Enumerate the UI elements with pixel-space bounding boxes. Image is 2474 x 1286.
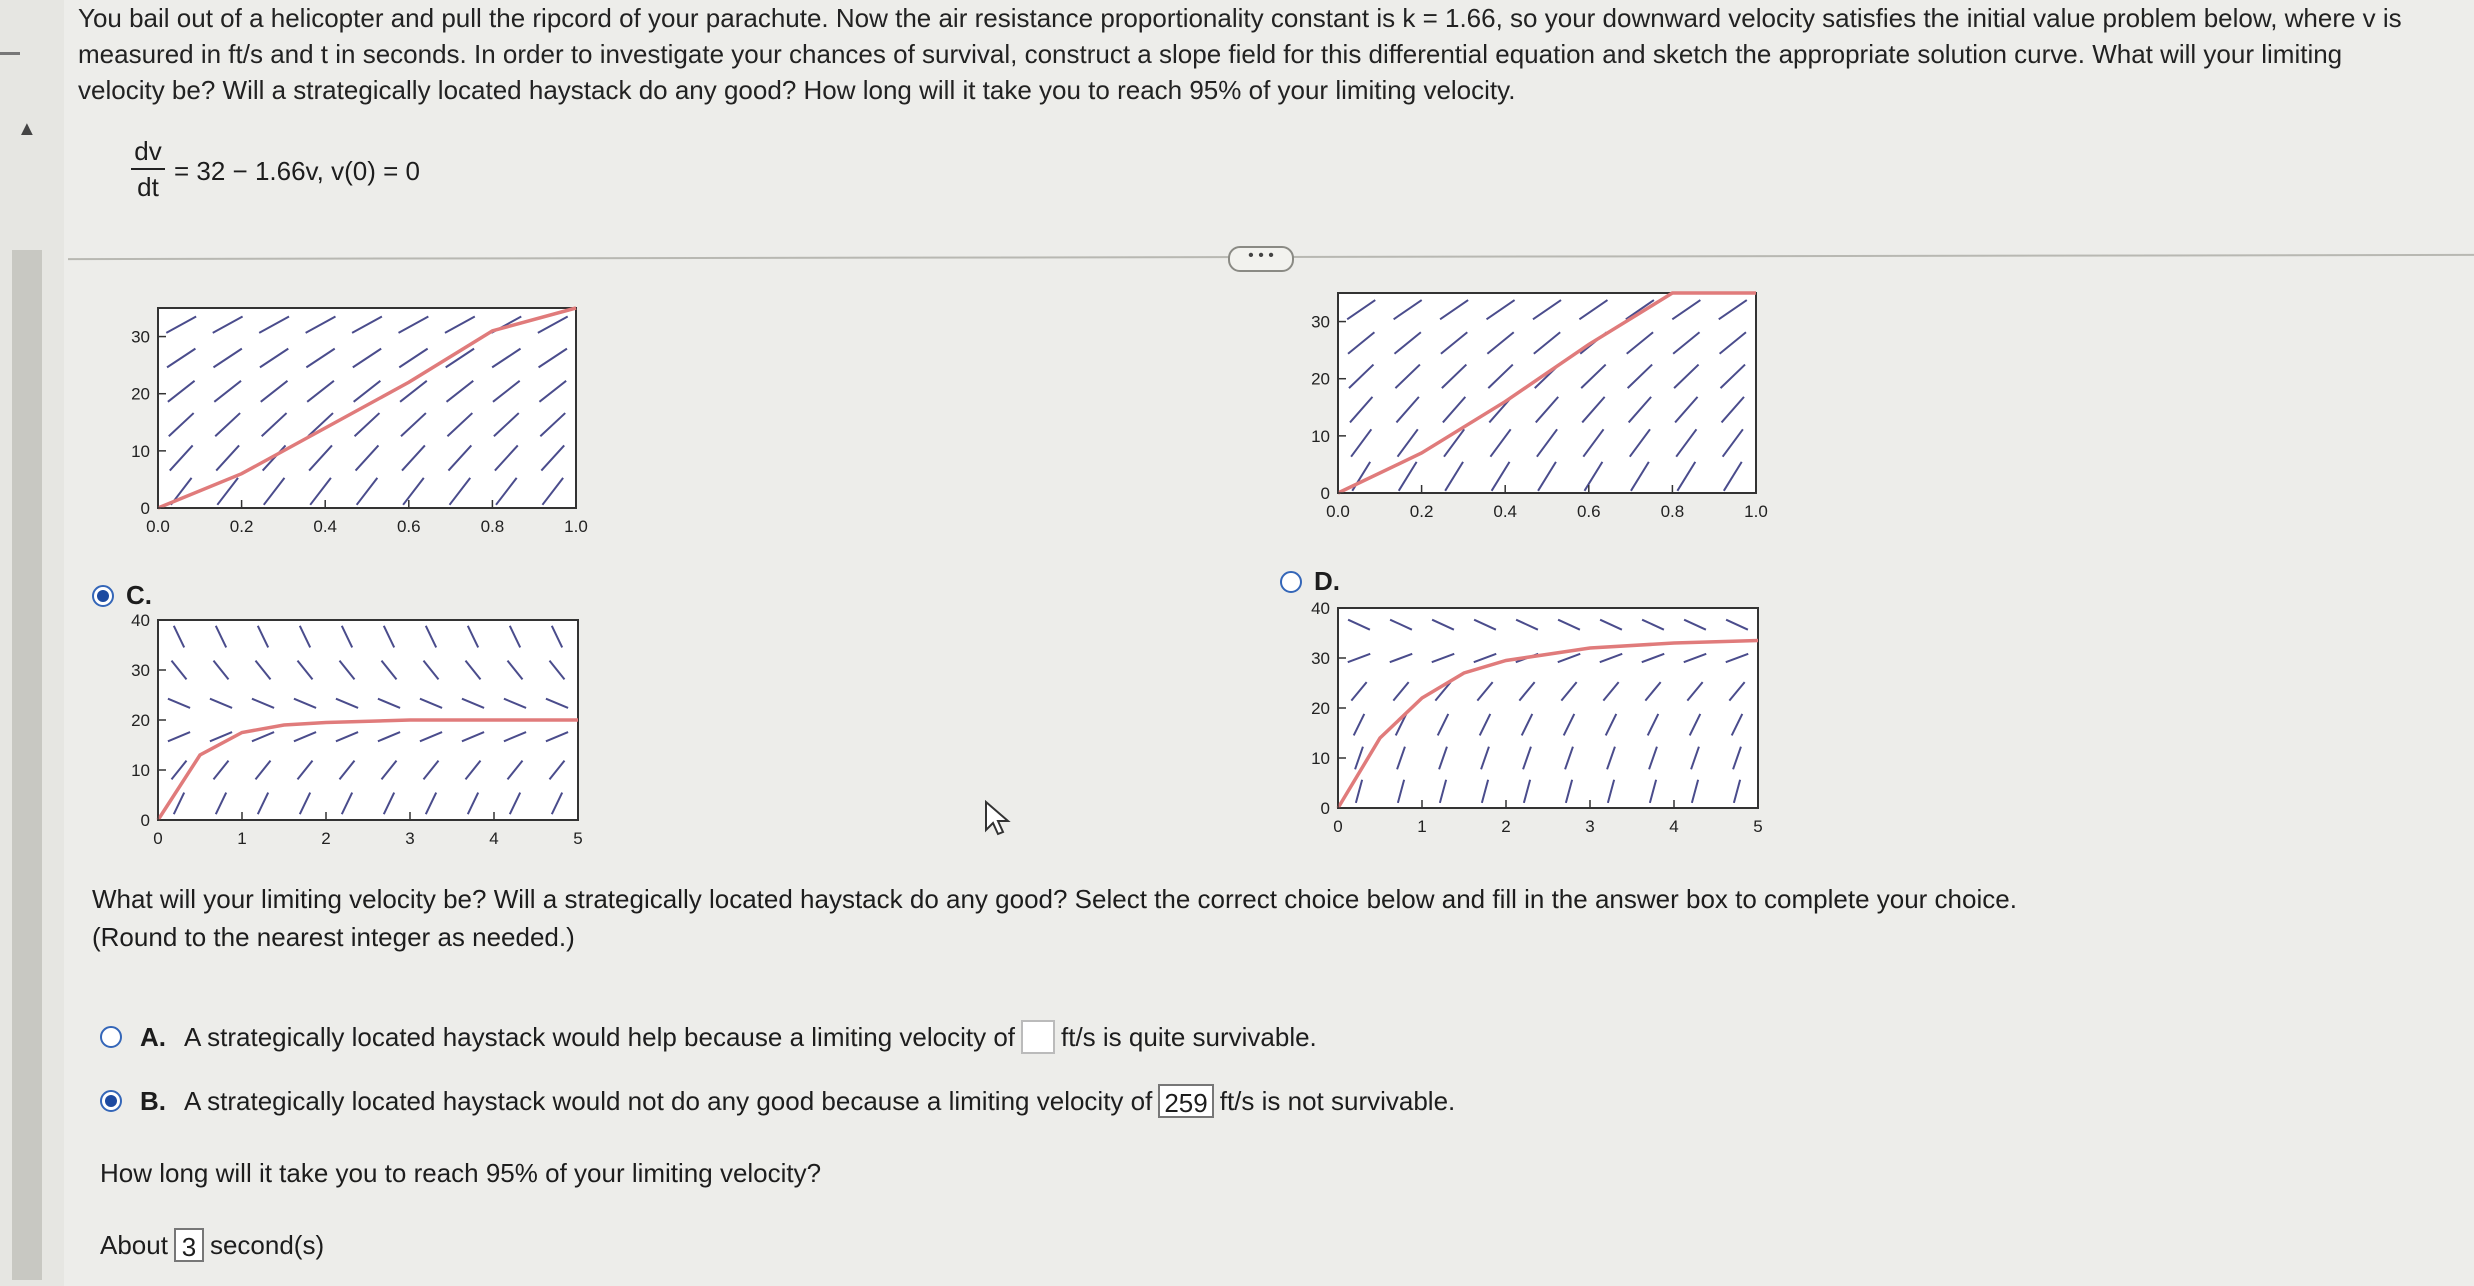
y-tick-label: 0 <box>1320 799 1330 818</box>
x-tick-label: 2 <box>1501 817 1511 836</box>
y-tick-label: 30 <box>131 661 150 680</box>
choice-c[interactable] <box>92 580 152 611</box>
slope-field-plot-b[interactable] <box>1290 285 1790 535</box>
y-tick-label: 30 <box>1311 649 1330 668</box>
x-tick-label: 0.6 <box>396 517 421 536</box>
x-tick-label: 3 <box>405 829 415 848</box>
question-hint: (Round to the nearest integer as needed.) <box>92 922 575 952</box>
answer-b-radio[interactable] <box>100 1090 122 1112</box>
plot-d-svg <box>1290 600 1790 850</box>
y-tick-label: 10 <box>1311 426 1330 446</box>
y-tick-label: 20 <box>1311 369 1330 389</box>
answer-b-input[interactable]: 259 <box>1158 1084 1213 1118</box>
x-tick-label: 5 <box>1753 817 1763 836</box>
x-tick-label: 0.2 <box>229 517 254 536</box>
about-suffix: second(s) <box>209 1229 325 1260</box>
x-tick-label: 1.0 <box>564 517 588 536</box>
x-tick-label: 0.0 <box>146 517 170 536</box>
problem-statement <box>78 0 2458 108</box>
y-tick-label: 40 <box>1311 599 1330 618</box>
answer-a-text-before: A strategically located haystack would help because a limiting velocity of <box>184 1021 1015 1052</box>
answer-a-radio[interactable] <box>100 1026 122 1048</box>
question-text: What will your limiting velocity be? Will a strategically located haystack do any good? Select the correct choice below and fill in the answer box to complete your choice. <box>92 884 2017 914</box>
left-rail <box>0 0 64 1286</box>
answer-a-letter: A. <box>140 1021 166 1052</box>
about-prefix: About <box>100 1229 168 1260</box>
x-tick-label: 0.4 <box>313 517 338 536</box>
y-tick-label: 40 <box>131 611 150 630</box>
x-tick-label: 0.8 <box>480 517 505 536</box>
x-tick-label: 5 <box>573 829 583 848</box>
followup-question: How long will it take you to reach 95% of your limiting velocity? <box>100 1158 822 1188</box>
y-tick-label: 30 <box>131 327 150 347</box>
y-tick-label: 20 <box>131 711 150 730</box>
plot-frame <box>158 308 576 508</box>
x-tick-label: 4 <box>1669 817 1679 836</box>
y-tick-label: 20 <box>131 384 150 404</box>
problem-line: measured in ft/s and t in seconds. In order to investigate your chances of survival, construct a slope field for this differential equation and sketch the appropriate solution curve. What will your limiting <box>78 39 2343 69</box>
answer-b-letter: B. <box>140 1085 166 1116</box>
slope-field-plot-a[interactable] <box>110 300 610 550</box>
choice-d-radio[interactable] <box>1280 571 1302 593</box>
y-tick-label: 10 <box>1311 749 1330 768</box>
answer-b-text-after: ft/s is not survivable. <box>1219 1085 1456 1116</box>
problem-line: velocity be? Will a strategically located haystack do any good? How long will it take you to reach 95% of your limiting velocity. <box>78 75 1516 105</box>
derivative-fraction <box>128 134 168 204</box>
x-tick-label: 0 <box>153 829 163 848</box>
x-tick-label: 0 <box>1333 817 1343 836</box>
answer-option-b[interactable] <box>100 1084 1455 1118</box>
x-tick-label: 1 <box>1417 817 1427 836</box>
time-answer-input[interactable]: 3 <box>174 1228 204 1262</box>
answer-option-a[interactable] <box>100 1020 1317 1054</box>
problem-line: You bail out of a helicopter and pull the ripcord of your parachute. Now the air resistance proportionality constant is k = 1.66, so your downward velocity satisfies the initial value problem below, where v is <box>78 3 2402 33</box>
y-tick-label: 0 <box>1320 484 1330 503</box>
y-tick-label: 30 <box>1311 312 1330 332</box>
slope-field-plot-c[interactable] <box>110 612 610 862</box>
equation-rhs: = 32 − 1.66v, v(0) = 0 <box>174 156 420 186</box>
answer-a-input[interactable] <box>1021 1020 1055 1054</box>
x-tick-label: 1.0 <box>1744 502 1768 521</box>
y-tick-label: 20 <box>1311 699 1330 718</box>
y-tick-label: 10 <box>131 761 150 780</box>
x-tick-label: 2 <box>321 829 331 848</box>
choice-c-label: C. <box>126 580 152 610</box>
collapse-dash-icon[interactable] <box>0 52 20 55</box>
time-answer-row <box>100 1228 324 1262</box>
x-tick-label: 1 <box>237 829 247 848</box>
x-tick-label: 3 <box>1585 817 1595 836</box>
x-tick-label: 0.6 <box>1576 502 1601 521</box>
more-button[interactable]: • • • <box>1228 246 1294 272</box>
y-tick-label: 0 <box>140 499 150 518</box>
y-tick-label: 10 <box>131 441 150 461</box>
y-tick-label: 0 <box>140 811 150 830</box>
plot-b-svg <box>1290 285 1790 535</box>
slope-field-plot-d[interactable] <box>1290 600 1790 850</box>
fraction-numerator: dv <box>134 136 162 166</box>
answer-a-text-after: ft/s is quite survivable. <box>1061 1021 1317 1052</box>
plot-c-svg <box>110 612 610 862</box>
answer-b-text-before: A strategically located haystack would not do any good because a limiting velocity of <box>184 1085 1153 1116</box>
choice-d-label: D. <box>1314 566 1340 596</box>
choice-c-radio[interactable] <box>92 585 114 607</box>
question-block <box>92 880 2017 956</box>
x-tick-label: 0.2 <box>1409 502 1434 521</box>
x-tick-label: 0.0 <box>1326 502 1350 521</box>
scrollbar[interactable] <box>12 250 42 1280</box>
x-tick-label: 0.4 <box>1493 502 1518 521</box>
scroll-up-arrow-icon[interactable]: ▲ <box>17 118 37 140</box>
x-tick-label: 4 <box>489 829 499 848</box>
fraction-denominator: dt <box>137 172 159 202</box>
plot-frame <box>1338 608 1758 808</box>
mouse-pointer-icon <box>984 800 1014 838</box>
x-tick-label: 0.8 <box>1660 502 1685 521</box>
choice-d[interactable] <box>1280 566 1340 597</box>
plot-a-svg <box>110 300 610 550</box>
